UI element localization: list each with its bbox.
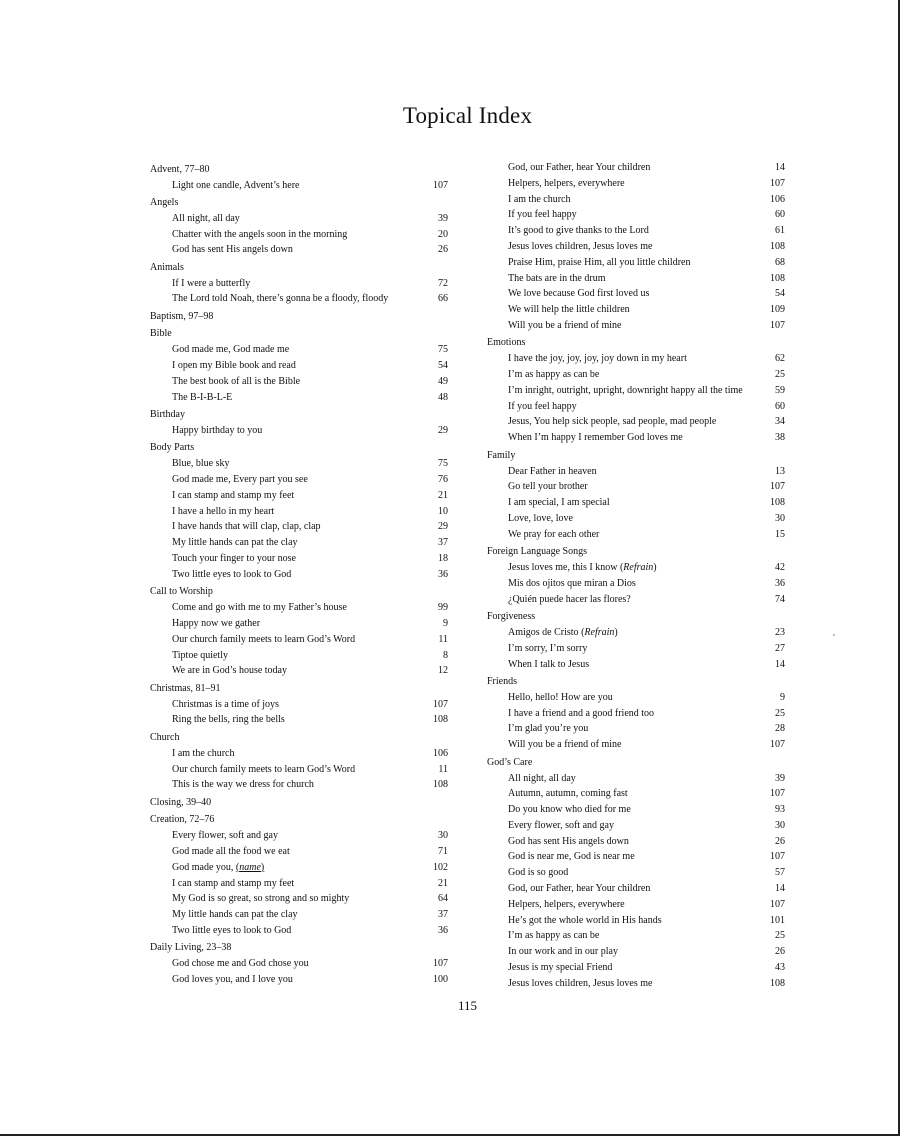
entry-page-number: 54 — [775, 288, 785, 300]
index-entry — [487, 351, 785, 367]
entry-page-number: 60 — [775, 209, 785, 221]
entry-title: Helpers, helpers, everywhere — [508, 898, 625, 910]
entry-page-number: 60 — [775, 400, 785, 412]
index-entry — [150, 567, 448, 583]
index-entry — [487, 160, 785, 176]
index-entry — [150, 956, 448, 972]
entry-page-number: 34 — [775, 416, 785, 428]
index-entry — [487, 818, 785, 834]
entry-page-number: 42 — [775, 562, 785, 574]
entry-title: If I were a butterfly — [172, 277, 251, 289]
entry-page-number: 39 — [438, 212, 448, 224]
entry-page-number: 107 — [770, 481, 785, 493]
entry-title: Our church family meets to learn God’s Word — [172, 763, 356, 775]
entry-title: Praise Him, praise Him, all you little children — [508, 256, 691, 268]
entry-page-number: 107 — [770, 739, 785, 751]
entry-page-number: 68 — [775, 256, 785, 268]
index-entry — [150, 600, 448, 616]
index-entry — [487, 495, 785, 511]
entry-title: Go tell your brother — [508, 481, 588, 493]
entry-title: God, our Father, hear Your children — [508, 883, 651, 895]
index-entry — [487, 592, 785, 608]
entry-title: I have the joy, joy, joy, joy down in my heart — [508, 353, 687, 365]
index-entry — [150, 828, 448, 844]
entry-page-number: 29 — [438, 424, 448, 436]
entry-title: Touch your finger to your nose — [172, 553, 296, 565]
entry-title: Happy birthday to you — [172, 424, 263, 436]
index-entry — [487, 690, 785, 706]
entry-page-number: 76 — [438, 474, 448, 486]
entry-title: Will you be a friend of mine — [508, 319, 622, 331]
entry-page-number: 62 — [775, 353, 785, 365]
entry-title: I’m glad you’re you — [508, 723, 589, 735]
index-entry — [487, 849, 785, 865]
entry-page-number: 14 — [775, 883, 785, 895]
category-heading: Family — [487, 449, 516, 461]
entry-page-number: 72 — [438, 277, 448, 289]
entry-page-number: 75 — [438, 344, 448, 356]
index-entry — [487, 286, 785, 302]
category-heading: Daily Living, 23–38 — [150, 942, 232, 954]
entry-title: We love because God first loved us — [508, 288, 650, 300]
entry-page-number: 21 — [438, 877, 448, 889]
entry-page-number: 106 — [770, 193, 785, 205]
entry-title: God made you, (name) — [172, 861, 265, 873]
entry-page-number: 101 — [770, 914, 785, 926]
entry-title: Jesus loves children, Jesus loves me — [508, 977, 653, 989]
entry-page-number: 9 — [443, 617, 448, 629]
entry-title: Jesus is my special Friend — [508, 962, 613, 974]
page-number: 115 — [457, 998, 478, 1013]
index-entry — [150, 876, 448, 892]
entry-title: God loves you, and I love you — [172, 973, 293, 985]
entry-page-number: 48 — [438, 391, 448, 403]
entry-page-number: 74 — [775, 593, 785, 605]
entry-page-number: 15 — [775, 528, 785, 540]
index-entry — [150, 211, 448, 227]
index-entry — [150, 907, 448, 923]
entry-title: The bats are in the drum — [508, 272, 606, 284]
entry-page-number: 100 — [433, 973, 448, 985]
index-entry — [487, 625, 785, 641]
entry-page-number: 107 — [433, 179, 448, 191]
index-entry — [150, 276, 448, 292]
index-entry — [150, 891, 448, 907]
entry-page-number: 108 — [433, 714, 448, 726]
entry-page-number: 61 — [775, 225, 785, 237]
index-entry — [487, 383, 785, 399]
index-entry — [487, 239, 785, 255]
entry-title: The B-I-B-L-E — [172, 391, 233, 403]
entry-title: Mis dos ojitos que miran a Dios — [508, 577, 636, 589]
category-heading: Call to Worship — [150, 586, 213, 598]
entry-page-number: 75 — [438, 458, 448, 470]
index-entry — [487, 706, 785, 722]
entry-page-number: 25 — [775, 707, 785, 719]
category-heading: Baptism, 97–98 — [150, 310, 214, 322]
index-entry — [150, 972, 448, 988]
index-entry — [487, 223, 785, 239]
index-entry — [150, 519, 448, 535]
entry-title: If you feel happy — [508, 400, 577, 412]
entry-title: Autumn, autumn, coming fast — [508, 788, 628, 800]
entry-title: My little hands can pat the clay — [172, 909, 298, 921]
entry-page-number: 26 — [775, 946, 785, 958]
entry-title: Hello, hello! How are you — [508, 691, 613, 703]
entry-page-number: 18 — [438, 553, 448, 565]
entry-title: He’s got the whole world in His hands — [508, 914, 662, 926]
index-entry — [150, 423, 448, 439]
index-entry — [150, 342, 448, 358]
category-heading: Forgiveness — [487, 610, 536, 622]
entry-title: God is so good — [508, 867, 569, 879]
entry-page-number: 102 — [433, 861, 448, 873]
entry-page-number: 26 — [775, 835, 785, 847]
index-entry — [150, 762, 448, 778]
category-heading: Emotions — [487, 337, 526, 349]
entry-title: I have hands that will clap, clap, clap — [172, 521, 321, 533]
entry-title: Dear Father in heaven — [508, 465, 597, 477]
index-entry — [487, 271, 785, 287]
refrain-label: Refrain — [584, 626, 615, 638]
entry-title: All night, all day — [172, 212, 240, 224]
index-entry — [487, 399, 785, 415]
entry-title: God made all the food we eat — [172, 845, 290, 857]
index-entry — [487, 737, 785, 753]
entry-title: Helpers, helpers, everywhere — [508, 177, 625, 189]
entry-page-number: 12 — [438, 665, 448, 677]
entry-page-number: 37 — [438, 537, 448, 549]
index-column-left — [150, 160, 448, 988]
index-entry — [150, 472, 448, 488]
entry-title: I open my Bible book and read — [172, 360, 296, 372]
index-entry — [487, 944, 785, 960]
index-entry — [487, 834, 785, 850]
entry-title: I’m inright, outright, upright, downright happy all the time — [508, 384, 743, 396]
scan-speck — [833, 634, 835, 636]
index-entry — [150, 242, 448, 258]
entry-page-number: 43 — [775, 962, 785, 974]
index-entry — [150, 504, 448, 520]
entry-title: The best book of all is the Bible — [172, 375, 301, 387]
index-entry — [150, 712, 448, 728]
category-heading: God’s Care — [487, 756, 533, 768]
entry-title: Christmas is a time of joys — [172, 698, 279, 710]
entry-page-number: 93 — [775, 804, 785, 816]
entry-title: Happy now we gather — [172, 617, 261, 629]
index-entry — [487, 560, 785, 576]
entry-title: God is near me, God is near me — [508, 851, 635, 863]
category-heading: Advent, 77–80 — [150, 163, 210, 175]
index-entry — [150, 746, 448, 762]
entry-title: Every flower, soft and gay — [508, 819, 614, 831]
entry-title: Every flower, soft and gay — [172, 830, 278, 842]
entry-title: I’m as happy as can be — [508, 369, 600, 381]
entry-title: Come and go with me to my Father’s house — [172, 602, 347, 614]
entry-page-number: 71 — [438, 845, 448, 857]
entry-page-number: 14 — [775, 658, 785, 670]
entry-page-number: 108 — [770, 497, 785, 509]
category-heading: Body Parts — [150, 442, 195, 454]
index-entry — [487, 255, 785, 271]
category-heading: Christmas, 81–91 — [150, 682, 221, 694]
page-title: Topical Index — [402, 103, 533, 128]
entry-page-number: 107 — [433, 698, 448, 710]
entry-title: God has sent His angels down — [172, 244, 293, 256]
entry-page-number: 108 — [770, 272, 785, 284]
category-heading: Church — [150, 731, 180, 743]
entry-title: Do you know who died for me — [508, 804, 631, 816]
entry-title: Amigos de Cristo (Refrain) — [508, 626, 618, 638]
entry-title: God made me, Every part you see — [172, 474, 308, 486]
index-entry — [487, 721, 785, 737]
index-entry — [150, 697, 448, 713]
entry-page-number: 109 — [770, 304, 785, 316]
entry-page-number: 30 — [438, 830, 448, 842]
entry-title: Jesus loves children, Jesus loves me — [508, 240, 653, 252]
entry-page-number: 8 — [443, 649, 448, 661]
entry-page-number: 36 — [438, 924, 448, 936]
index-entry — [487, 367, 785, 383]
entry-title: Light one candle, Advent’s here — [172, 179, 300, 191]
entry-title: I have a friend and a good friend too — [508, 707, 655, 719]
entry-page-number: 108 — [770, 240, 785, 252]
index-entry — [487, 302, 785, 318]
entry-title: Will you be a friend of mine — [508, 739, 622, 751]
entry-title: Ring the bells, ring the bells — [172, 714, 285, 726]
index-entry — [150, 860, 448, 876]
index-entry — [487, 464, 785, 480]
entry-page-number: 11 — [438, 633, 448, 645]
entry-title: Blue, blue sky — [172, 458, 230, 470]
entry-title: Tiptoe quietly — [172, 649, 229, 661]
index-entry — [487, 479, 785, 495]
refrain-label: Refrain — [623, 562, 654, 574]
entry-title: Two little eyes to look to God — [172, 568, 292, 580]
index-entry — [150, 227, 448, 243]
index-entry — [150, 616, 448, 632]
entry-page-number: 57 — [775, 867, 785, 879]
entry-page-number: 20 — [438, 228, 448, 240]
name-placeholder: (name) — [235, 861, 265, 873]
index-entry — [150, 551, 448, 567]
entry-title: We are in God’s house today — [172, 665, 287, 677]
index-entry — [150, 632, 448, 648]
index-entry — [150, 456, 448, 472]
entry-title: God has sent His angels down — [508, 835, 629, 847]
index-entry — [487, 802, 785, 818]
entry-page-number: 64 — [438, 893, 448, 905]
entry-page-number: 14 — [775, 162, 785, 173]
entry-title: We will help the little children — [508, 304, 630, 316]
entry-title: God made me, God made me — [172, 344, 290, 356]
entry-title: God, our Father, hear Your children — [508, 162, 651, 173]
entry-title: I can stamp and stamp my feet — [172, 489, 295, 501]
index-entry — [487, 527, 785, 543]
category-heading: Closing, 39–40 — [150, 796, 212, 808]
index-entry — [487, 897, 785, 913]
index-entry — [150, 535, 448, 551]
index-entry — [487, 176, 785, 192]
entry-page-number: 25 — [775, 369, 785, 381]
entry-title: I am special, I am special — [508, 497, 610, 509]
index-entry — [150, 777, 448, 793]
entry-title: Chatter with the angels soon in the morning — [172, 228, 348, 240]
entry-page-number: 38 — [775, 432, 785, 444]
entry-title: I have a hello in my heart — [172, 505, 275, 517]
entry-page-number: 9 — [780, 691, 785, 703]
entry-title: If you feel happy — [508, 209, 577, 221]
entry-page-number: 37 — [438, 909, 448, 921]
category-heading: Animals — [150, 261, 184, 273]
category-heading: Friends — [487, 675, 517, 687]
entry-title: Two little eyes to look to God — [172, 924, 292, 936]
index-entry — [487, 657, 785, 673]
entry-page-number: 107 — [433, 958, 448, 970]
index-entry — [487, 976, 785, 992]
entry-page-number: 106 — [433, 747, 448, 759]
entry-title: Love, love, love — [508, 512, 573, 524]
entry-title: In our work and in our play — [508, 946, 618, 958]
index-entry — [487, 576, 785, 592]
index-entry — [150, 178, 448, 194]
index-entry — [487, 865, 785, 881]
entry-title: My God is so great, so strong and so mighty — [172, 893, 350, 905]
entry-page-number: 27 — [775, 642, 785, 654]
index-entry — [150, 488, 448, 504]
index-entry — [150, 663, 448, 679]
index-entry — [487, 786, 785, 802]
entry-page-number: 108 — [770, 977, 785, 989]
entry-page-number: 108 — [433, 779, 448, 791]
entry-page-number: 13 — [775, 465, 785, 477]
index-entry — [487, 641, 785, 657]
entry-title: My little hands can pat the clay — [172, 537, 298, 549]
index-entry — [150, 291, 448, 307]
entry-page-number: 99 — [438, 602, 448, 614]
entry-page-number: 26 — [438, 244, 448, 256]
entry-title: Jesus, You help sick people, sad people, mad people — [508, 416, 717, 428]
index-entry — [150, 648, 448, 664]
entry-title: God chose me and God chose you — [172, 958, 309, 970]
entry-page-number: 107 — [770, 851, 785, 863]
entry-page-number: 107 — [770, 898, 785, 910]
index-entry — [487, 960, 785, 976]
index-entry — [150, 844, 448, 860]
entry-title: This is the way we dress for church — [172, 779, 314, 791]
category-heading: Creation, 72–76 — [150, 814, 215, 826]
entry-page-number: 39 — [775, 772, 785, 784]
entry-title: ¿Quién puede hacer las flores? — [508, 593, 631, 605]
entry-title: I am the church — [172, 747, 235, 759]
entry-page-number: 59 — [775, 384, 785, 396]
index-entry — [487, 318, 785, 334]
index-entry — [150, 923, 448, 939]
entry-page-number: 21 — [438, 489, 448, 501]
entry-page-number: 107 — [770, 319, 785, 331]
entry-page-number: 54 — [438, 360, 448, 372]
entry-page-number: 28 — [775, 723, 785, 735]
entry-title: When I talk to Jesus — [508, 658, 590, 670]
entry-page-number: 36 — [775, 577, 785, 589]
entry-page-number: 107 — [770, 177, 785, 189]
entry-page-number: 49 — [438, 375, 448, 387]
index-entry — [150, 358, 448, 374]
entry-title: I’m as happy as can be — [508, 930, 600, 942]
category-heading: Bible — [150, 328, 172, 340]
entry-page-number: 30 — [775, 819, 785, 831]
entry-title: I can stamp and stamp my feet — [172, 877, 295, 889]
index-entry — [487, 192, 785, 208]
index-entry — [487, 881, 785, 897]
entry-title: It’s good to give thanks to the Lord — [508, 225, 649, 237]
entry-page-number: 36 — [438, 568, 448, 580]
index-entry — [487, 771, 785, 787]
index-entry — [487, 511, 785, 527]
index-entry — [487, 913, 785, 929]
entry-page-number: 107 — [770, 788, 785, 800]
index-entry — [487, 430, 785, 446]
entry-title: I am the church — [508, 193, 571, 205]
entry-title: Jesus loves me, this I know (Refrain) — [508, 562, 657, 574]
entry-title: When I’m happy I remember God loves me — [508, 432, 683, 444]
category-heading: Birthday — [150, 408, 185, 420]
category-heading: Foreign Language Songs — [487, 546, 587, 558]
category-heading: Angels — [150, 196, 179, 208]
index-entry — [487, 928, 785, 944]
entry-page-number: 23 — [775, 626, 785, 638]
index-entry — [487, 207, 785, 223]
entry-title: We pray for each other — [508, 528, 600, 540]
entry-page-number: 25 — [775, 930, 785, 942]
entry-page-number: 10 — [438, 505, 448, 517]
index-entry — [150, 390, 448, 406]
entry-title: I’m sorry, I’m sorry — [508, 642, 588, 654]
entry-title: Our church family meets to learn God’s Word — [172, 633, 356, 645]
index-column-right — [487, 160, 785, 992]
entry-title: The Lord told Noah, there’s gonna be a floody, floody — [172, 293, 389, 305]
entry-page-number: 30 — [775, 512, 785, 524]
index-entry — [150, 374, 448, 390]
entry-page-number: 11 — [438, 763, 448, 775]
index-entry — [487, 414, 785, 430]
entry-page-number: 66 — [438, 293, 448, 305]
entry-page-number: 29 — [438, 521, 448, 533]
entry-title: All night, all day — [508, 772, 576, 784]
